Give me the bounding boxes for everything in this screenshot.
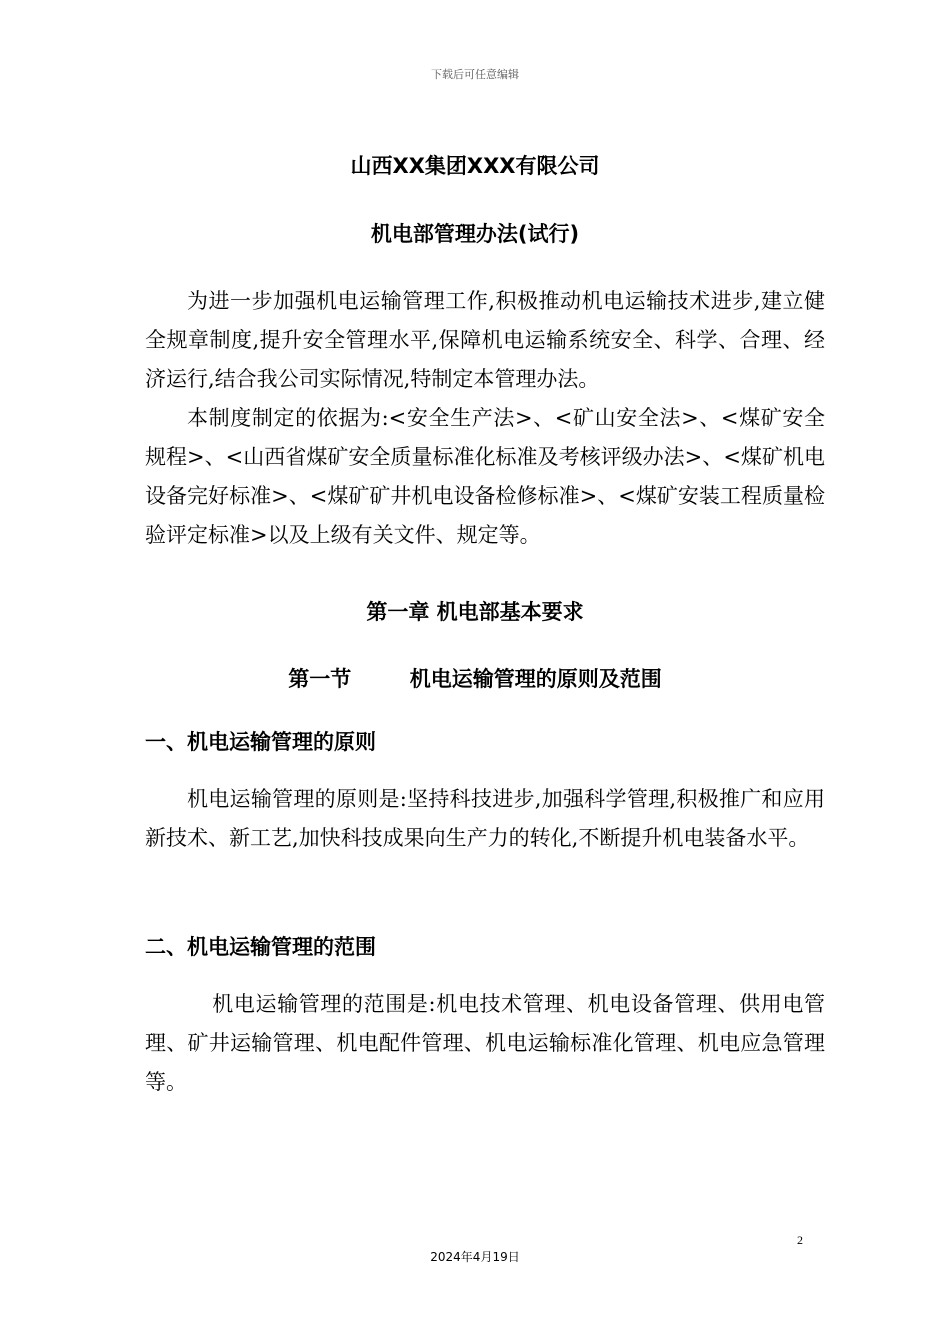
page-number: 2 <box>797 1233 803 1247</box>
heading-principles: 一、机电运输管理的原则 <box>145 730 376 754</box>
intro-paragraph-2: 本制度制定的依据为:<安全生产法>、<矿山安全法>、<煤矿安全规程>、<山西省煤矿安全质量标准化标准及考核评级办法>、<煤矿机电设备完好标准>、<煤矿矿井机电设备检修标准>、<煤矿安装工程质量检验评定标准>以及上级有关文件、规定等。 <box>145 406 825 547</box>
intro-paragraph-1: 为进一步加强机电运输管理工作,积极推动机电运输技术进步,建立健全规章制度,提升安全管理水平,保障机电运输系统安全、科学、合理、经济运行,结合我公司实际情况,特制定本管理办法。 <box>145 289 825 391</box>
principles-paragraph: 机电运输管理的原则是:坚持科技进步,加强科学管理,积极推广和应用新技术、新工艺,加快科技成果向生产力的转化,不断提升机电装备水平。 <box>145 787 825 850</box>
page-header: 下载后可任意编辑 <box>431 68 519 81</box>
document-title: 机电部管理办法(试行) <box>370 222 580 246</box>
page-footer-date: 2024年4月19日 <box>430 1250 520 1264</box>
heading-scope: 二、机电运输管理的范围 <box>145 935 376 959</box>
chapter-title: 第一章 机电部基本要求 <box>366 600 584 624</box>
company-title: 山西XX集团XXX有限公司 <box>350 154 600 178</box>
scope-paragraph: 机电运输管理的范围是:机电技术管理、机电设备管理、供用电管理、矿井运输管理、机电配件管理、机电运输标准化管理、机电应急管理等。 <box>145 992 825 1094</box>
section-title: 第一节 机电运输管理的原则及范围 <box>288 667 662 691</box>
